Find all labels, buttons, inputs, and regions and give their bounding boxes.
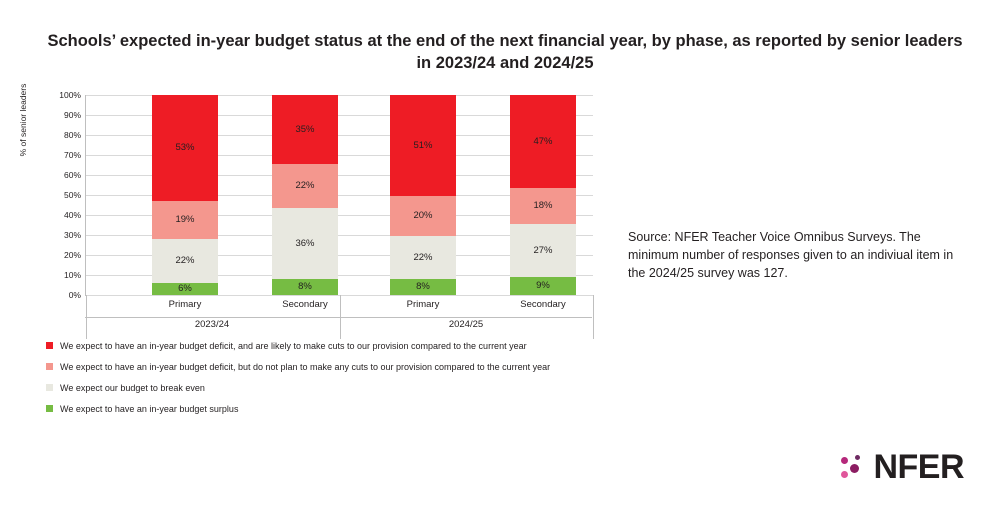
y-axis-tick-label: 80% [63, 130, 81, 140]
y-axis-tick-label: 70% [63, 150, 81, 160]
bar-segment-value: 22% [413, 251, 433, 263]
bar-segment-value: 9% [536, 280, 550, 292]
bar-segment[interactable] [390, 95, 456, 196]
bar-segment[interactable] [510, 224, 576, 277]
bar-column[interactable] [390, 95, 456, 295]
logo-dot [841, 457, 848, 464]
bar-segment[interactable] [390, 236, 456, 280]
legend-item[interactable] [46, 361, 586, 373]
legend-item[interactable] [46, 403, 586, 415]
legend-label: We expect to have an in-year budget deficit, and are likely to make cuts to our provision compared to the current year [60, 341, 527, 351]
legend-label: We expect our budget to break even [60, 383, 205, 394]
source-note: Source: NFER Teacher Voice Omnibus Surveys. The minimum number of responses given to an indiviual item in the 2024/25 survey was 127. [628, 230, 954, 281]
logo-dot [850, 464, 859, 473]
group-label: 2023/24 [194, 319, 230, 330]
legend-swatch-icon [46, 342, 53, 349]
bar-segment-value: 27% [533, 244, 553, 256]
x-axis-category-label: Secondary [520, 299, 566, 310]
bar-segment[interactable] [272, 95, 338, 164]
bar-segment-value: 47% [533, 135, 553, 147]
y-axis-tick-label: 50% [63, 190, 81, 200]
bar-segment-value: 35% [295, 123, 315, 135]
y-axis-title: % of senior leaders [18, 83, 28, 157]
bar-segment-value: 8% [416, 281, 430, 293]
legend-item[interactable] [46, 382, 586, 394]
x-axis-category-label: Primary [168, 299, 202, 310]
y-axis-tick-label: 90% [63, 110, 81, 120]
legend-label: We expect to have an in-year budget deficit, but do not plan to make any cuts to our provision compared to the current year [60, 362, 551, 373]
bar-segment-value: 53% [175, 142, 195, 154]
y-axis-tick-label: 30% [63, 230, 81, 240]
group-label: 2024/25 [448, 319, 484, 330]
x-axis-category-label: Secondary [282, 299, 328, 310]
bar-segment[interactable] [152, 95, 218, 201]
bar-column[interactable] [272, 95, 338, 295]
legend-label: We expect to have an in-year budget surplus [60, 404, 239, 415]
y-axis-tick-label: 100% [59, 90, 81, 100]
bar-segment-value: 20% [413, 210, 433, 222]
bar-segment[interactable] [510, 95, 576, 188]
group-axis-line [85, 317, 592, 318]
y-axis-tick-label: 0% [68, 290, 81, 300]
bar-segment[interactable] [272, 279, 338, 295]
y-axis-tick-label: 60% [63, 170, 81, 180]
bar-segment[interactable] [510, 277, 576, 295]
logo-dot [855, 455, 860, 460]
y-axis-tick-label: 20% [63, 250, 81, 260]
y-axis-tick-label: 10% [63, 270, 81, 280]
bar-segment[interactable] [152, 201, 218, 239]
bar-segment[interactable] [510, 188, 576, 224]
group-separator [593, 295, 594, 339]
nfer-logo [841, 448, 964, 487]
bar-segment-value: 22% [295, 180, 315, 192]
bar-segment[interactable] [152, 283, 218, 295]
chart-grid [59, 90, 593, 330]
bar-segment[interactable] [390, 196, 456, 236]
bar-segment[interactable] [390, 279, 456, 295]
bar-segment-value: 51% [413, 139, 433, 151]
bar-column[interactable] [152, 95, 218, 295]
legend-item[interactable] [46, 340, 586, 352]
bar-column[interactable] [510, 95, 576, 295]
bar-segment-value: 18% [533, 200, 553, 212]
bar-segment-value: 6% [178, 283, 192, 295]
chart-plot-area [18, 83, 592, 335]
y-axis-tick-label: 40% [63, 210, 81, 220]
legend-swatch-icon [46, 363, 53, 370]
legend-swatch-icon [46, 384, 53, 391]
bar-segment[interactable] [272, 208, 338, 279]
logo-dots-icon [841, 455, 867, 481]
bar-segment-value: 36% [295, 237, 315, 249]
logo-dot [841, 471, 848, 478]
bar-segment-value: 8% [298, 281, 312, 293]
bar-segment-value: 22% [175, 255, 195, 267]
bar-segment[interactable] [272, 164, 338, 208]
chart-legend [46, 340, 586, 425]
page-title: Schools’ expected in-year budget status at the end of the next financial year, by phase, as reported by senior leaders in 2023/24 and 2024/25 [47, 32, 963, 73]
legend-swatch-icon [46, 405, 53, 412]
x-axis-category-label: Primary [406, 299, 440, 310]
bar-segment-value: 19% [175, 214, 195, 226]
logo-wordmark: NFER [873, 448, 964, 486]
bar-segment[interactable] [152, 239, 218, 283]
